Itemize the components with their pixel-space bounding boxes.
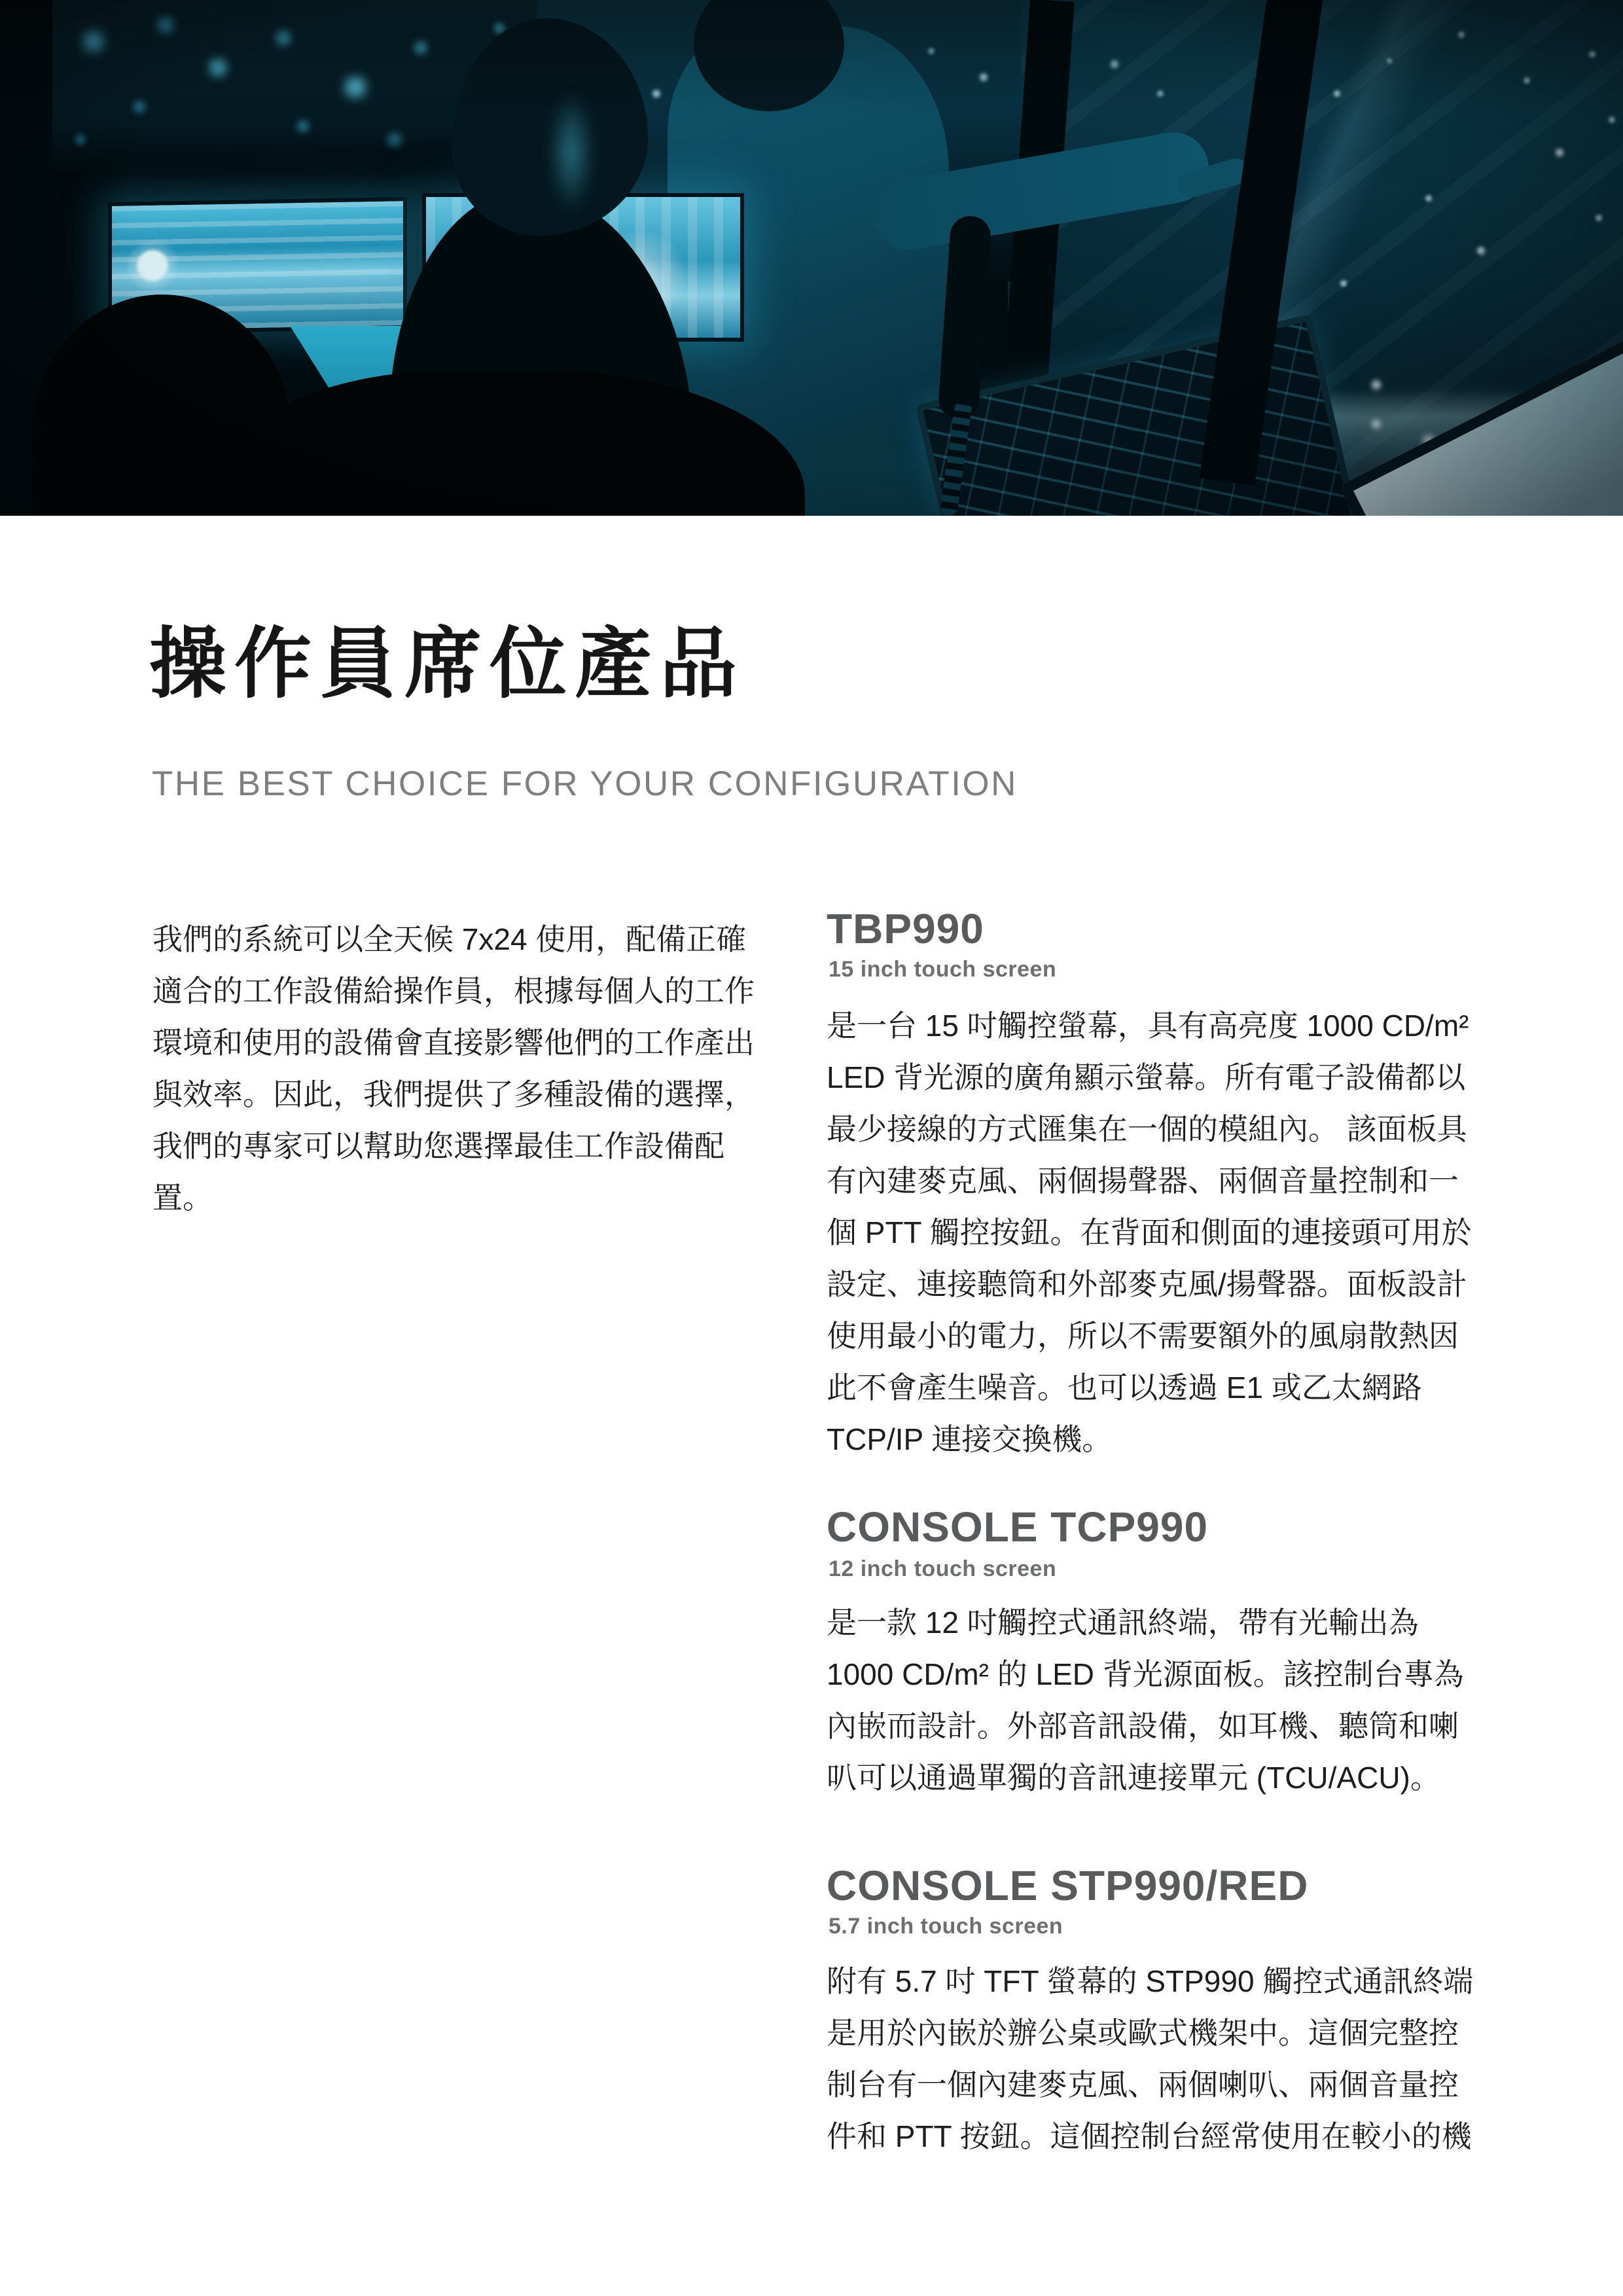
hero-photo <box>0 0 1623 516</box>
product-body-line: 是用於內嵌於辦公桌或歐式機架中。這個完整控 <box>827 2016 1459 2050</box>
intro-line: 環境和使用的設備會直接影響他們的工作產出 <box>152 1026 755 1060</box>
intro-line: 置。 <box>152 1181 213 1215</box>
product-body-line: TCP/IP 連接交換機。 <box>827 1422 1113 1456</box>
product-body-line: 件和 PTT 按鈕。這個控制台經常使用在較小的機 <box>827 2119 1472 2153</box>
product-body-tcp990 <box>827 1597 1540 1804</box>
product-name-tcp990: CONSOLE TCP990 <box>827 1503 1209 1551</box>
product-screen-tcp990: 12 inch touch screen <box>829 1556 1057 1581</box>
product-body-stp990red <box>827 1956 1540 2162</box>
photo-vignette <box>0 0 1623 516</box>
intro-paragraph <box>152 914 774 1224</box>
product-screen-tbp990: 15 inch touch screen <box>829 957 1057 982</box>
product-body-line: 是一台 15 吋觸控螢幕，具有高亮度 1000 CD/m² <box>827 1009 1469 1043</box>
page-subtitle: THE BEST CHOICE FOR YOUR CONFIGURATION <box>152 764 1018 803</box>
product-body-line: 最少接線的方式匯集在一個的模組內。 該面板具 <box>827 1112 1467 1146</box>
product-body-line: 設定、連接聽筒和外部麥克風/揚聲器。面板設計 <box>827 1267 1467 1301</box>
product-body-line: 1000 CD/m² 的 LED 背光源面板。該控制台專為 <box>827 1657 1464 1691</box>
product-screen-stp990red: 5.7 inch touch screen <box>829 1914 1063 1939</box>
intro-line: 我們的系統可以全天候 7x24 使用，配備正確 <box>152 922 747 956</box>
intro-line: 與效率。因此，我們提供了多種設備的選擇， <box>152 1077 755 1111</box>
product-body-line: 是一款 12 吋觸控式通訊終端，帶有光輸出為 <box>827 1605 1419 1640</box>
intro-line: 適合的工作設備給操作員，根據每個人的工作 <box>152 974 755 1008</box>
product-body-line: LED 背光源的廣角顯示螢幕。所有電子設備都以 <box>827 1060 1466 1094</box>
product-body-line: 內嵌而設計。外部音訊設備，如耳機、聽筒和喇 <box>827 1709 1459 1743</box>
product-name-stp990red: CONSOLE STP990/RED <box>827 1862 1309 1909</box>
product-body-line: 制台有一個內建麥克風、兩個喇叭、兩個音量控 <box>827 2068 1459 2102</box>
page-title: 操作員席位產品 <box>149 621 745 708</box>
product-body-line: 個 PTT 觸控按鈕。在背面和側面的連接頭可用於 <box>827 1215 1472 1249</box>
product-body-line: 使用最小的電力，所以不需要額外的風扇散熱因 <box>827 1319 1459 1353</box>
intro-line: 我們的專家可以幫助您選擇最佳工作設備配 <box>152 1129 724 1163</box>
product-body-line: 有內建麥克風、兩個揚聲器、兩個音量控制和一 <box>827 1164 1459 1198</box>
product-body-line: 叭可以通過單獨的音訊連接單元 (TCU/ACU)。 <box>827 1761 1440 1795</box>
product-name-tbp990: TBP990 <box>827 905 984 952</box>
product-body-line: 此不會產生噪音。也可以透過 E1 或乙太網路 <box>827 1371 1422 1405</box>
product-body-tbp990 <box>827 1000 1540 1465</box>
product-body-line: 附有 5.7 吋 TFT 螢幕的 STP990 觸控式通訊終端 <box>827 1964 1474 1998</box>
